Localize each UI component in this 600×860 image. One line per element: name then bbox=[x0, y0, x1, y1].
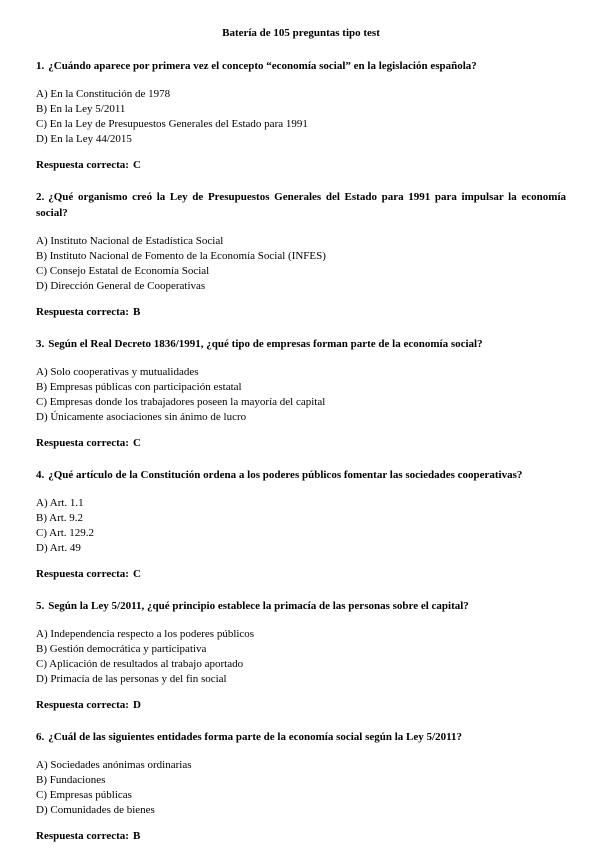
answer-option: A) Solo cooperativas y mutualidades bbox=[36, 366, 199, 378]
answer-label: Respuesta correcta: bbox=[36, 306, 129, 318]
question-heading bbox=[36, 729, 566, 745]
question-block bbox=[36, 467, 566, 581]
correct-answer bbox=[36, 698, 566, 712]
question-heading bbox=[36, 598, 566, 614]
answer-option: A) Sociedades anónimas ordinarias bbox=[36, 759, 192, 771]
answer-option: D) En la Ley 44/2015 bbox=[36, 133, 132, 145]
answer-option: D) Únicamente asociaciones sin ánimo de lucro bbox=[36, 411, 247, 423]
answer-option: C) Empresas donde los trabajadores poseen la mayoría del capital bbox=[36, 396, 326, 408]
question-number: 3. bbox=[36, 338, 45, 350]
question-text: ¿Cuál de las siguientes entidades forma parte de la economía social según la Ley 5/2011? bbox=[48, 731, 462, 743]
answer-label: Respuesta correcta: bbox=[36, 159, 129, 171]
question-number: 5. bbox=[36, 600, 45, 612]
answer-option: A) En la Constitución de 1978 bbox=[36, 88, 171, 100]
answer-option: C) Consejo Estatal de Economía Social bbox=[36, 265, 210, 277]
answer-letter: C bbox=[132, 568, 141, 580]
correct-answer bbox=[36, 567, 566, 581]
question-heading bbox=[36, 336, 566, 352]
question-block bbox=[36, 729, 566, 843]
question-block bbox=[36, 189, 566, 319]
correct-answer bbox=[36, 436, 566, 450]
answer-option: C) Aplicación de resultados al trabajo aportado bbox=[36, 658, 244, 670]
question-heading bbox=[36, 58, 566, 74]
correct-answer bbox=[36, 829, 566, 843]
answer-label: Respuesta correcta: bbox=[36, 699, 129, 711]
answer-option: A) Art. 1.1 bbox=[36, 497, 84, 509]
answer-label: Respuesta correcta: bbox=[36, 568, 129, 580]
answer-option: B) Empresas públicas con participación estatal bbox=[36, 381, 242, 393]
answer-option: C) En la Ley de Presupuestos Generales del Estado para 1991 bbox=[36, 118, 308, 130]
answer-option: B) Instituto Nacional de Fomento de la Economía Social (INFES) bbox=[36, 250, 326, 262]
answer-letter: D bbox=[132, 699, 141, 711]
question-heading bbox=[36, 189, 566, 221]
question-block bbox=[36, 598, 566, 712]
question-number: 6. bbox=[36, 731, 45, 743]
document-page bbox=[36, 26, 566, 860]
answer-option: D) Dirección General de Cooperativas bbox=[36, 280, 206, 292]
question-text: ¿Qué artículo de la Constitución ordena a los poderes públicos fomentar las sociedades cooperativas? bbox=[48, 469, 523, 481]
answer-option: C) Art. 129.2 bbox=[36, 527, 95, 539]
answer-option: D) Art. 49 bbox=[36, 542, 81, 554]
answer-letter: C bbox=[132, 159, 141, 171]
answer-letter: C bbox=[132, 437, 141, 449]
answer-option: B) En la Ley 5/2011 bbox=[36, 103, 126, 115]
question-number: 1. bbox=[36, 60, 45, 72]
answer-label: Respuesta correcta: bbox=[36, 830, 129, 842]
question-number: 4. bbox=[36, 469, 45, 481]
answer-option: B) Gestión democrática y participativa bbox=[36, 643, 207, 655]
question-block bbox=[36, 336, 566, 450]
question-text: ¿Cuándo aparece por primera vez el concepto “economía social” en la legislación española? bbox=[48, 60, 477, 72]
document-title: Batería de 105 preguntas tipo test bbox=[222, 27, 380, 39]
answer-label: Respuesta correcta: bbox=[36, 437, 129, 449]
question-heading bbox=[36, 467, 566, 483]
answer-letter: B bbox=[132, 306, 141, 318]
question-text: ¿Qué organismo creó la Ley de Presupuestos Generales del Estado para 1991 para impulsar la economía social? bbox=[36, 191, 566, 219]
answer-option: C) Empresas públicas bbox=[36, 789, 132, 801]
answer-option: A) Instituto Nacional de Estadística Social bbox=[36, 235, 224, 247]
correct-answer bbox=[36, 158, 566, 172]
question-text: Según la Ley 5/2011, ¿qué principio establece la primacía de las personas sobre el capital? bbox=[48, 600, 469, 612]
answer-option: B) Fundaciones bbox=[36, 774, 106, 786]
question-block bbox=[36, 58, 566, 172]
answer-option: D) Primacía de las personas y del fin social bbox=[36, 673, 227, 685]
correct-answer bbox=[36, 305, 566, 319]
question-number: 2. bbox=[36, 191, 45, 203]
answer-option: D) Comunidades de bienes bbox=[36, 804, 155, 816]
question-text: Según el Real Decreto 1836/1991, ¿qué tipo de empresas forman parte de la economía social? bbox=[48, 338, 483, 350]
answer-letter: B bbox=[132, 830, 141, 842]
answer-option: B) Art. 9.2 bbox=[36, 512, 84, 524]
answer-option: A) Independencia respecto a los poderes públicos bbox=[36, 628, 255, 640]
